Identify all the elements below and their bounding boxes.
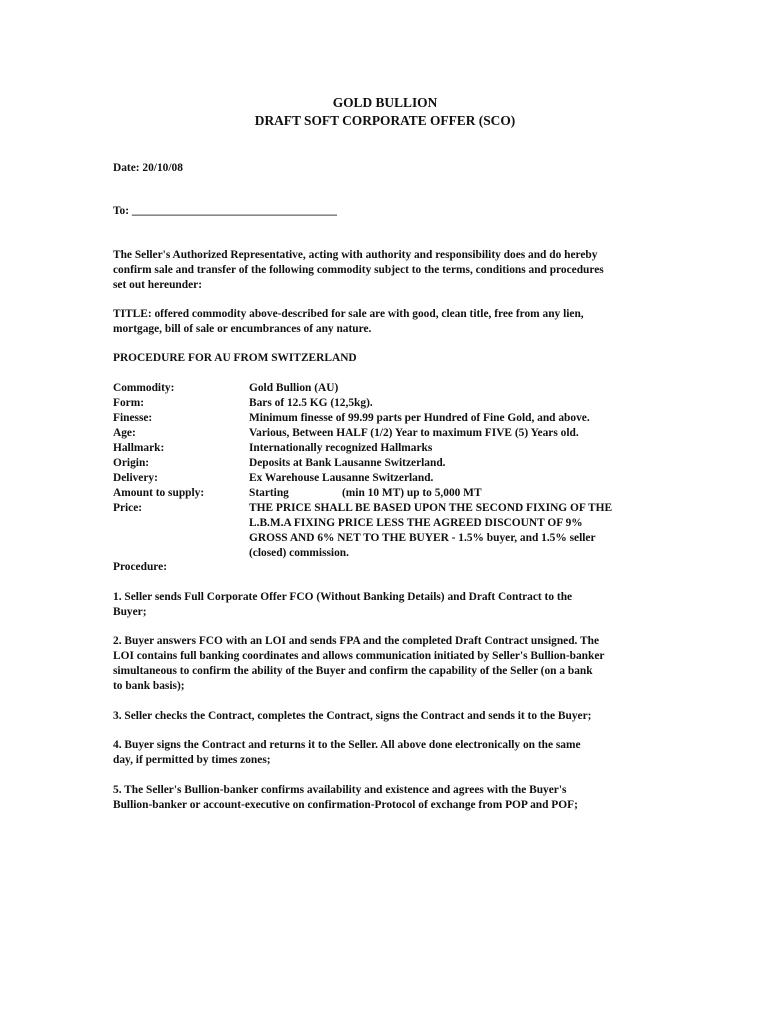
spec-row-price bbox=[113, 501, 658, 561]
spec-row-amount bbox=[113, 486, 658, 501]
spec-value: Internationally recognized Hallmarks bbox=[249, 442, 433, 454]
spec-row bbox=[113, 411, 658, 426]
price-line-1: THE PRICE SHALL BE BASED UPON THE SECOND FIXING OF THE bbox=[249, 502, 613, 514]
step-2-line-3: simultaneous to confirm the ability of the Buyer and confirm the capability of the Seller (on a bank bbox=[113, 665, 593, 677]
spec-row bbox=[113, 441, 658, 456]
spec-value: Various, Between HALF (1/2) Year to maximum FIVE (5) Years old. bbox=[249, 427, 579, 439]
intro-line-3: set out hereunder: bbox=[113, 279, 203, 291]
step-4-line-2: day, if permitted by times zones; bbox=[113, 754, 271, 766]
step-1-line-1: 1. Seller sends Full Corporate Offer FCO (Without Banking Details) and Draft Contract to the bbox=[113, 591, 573, 603]
commodity-specs bbox=[113, 381, 658, 561]
price-value bbox=[249, 501, 658, 561]
title-line-2: DRAFT SOFT CORPORATE OFFER (SCO) bbox=[254, 113, 516, 128]
step-2-line-2: LOI contains full banking coordinates and allows communication initiated by Seller's Bullion-banker bbox=[113, 650, 605, 662]
price-line-2: L.B.M.A FIXING PRICE LESS THE AGREED DISCOUNT OF 9% bbox=[249, 517, 583, 529]
step-4-line-1: 4. Buyer signs the Contract and returns it to the Seller. All above done electronically on the same bbox=[113, 739, 581, 751]
document-title bbox=[0, 94, 770, 130]
date-line: Date: 20/10/08 bbox=[113, 162, 183, 174]
spec-row bbox=[113, 396, 658, 411]
spec-label: Finesse: bbox=[113, 412, 153, 424]
step-2-line-1: 2. Buyer answers FCO with an LOI and sends FPA and the completed Draft Contract unsigned. The bbox=[113, 635, 600, 647]
spec-label: Form: bbox=[113, 397, 144, 409]
step-3-line-1: 3. Seller checks the Contract, completes the Contract, signs the Contract and sends it to the Buyer; bbox=[113, 710, 592, 722]
spec-label: Hallmark: bbox=[113, 442, 165, 454]
spec-value: Deposits at Bank Lausanne Switzerland. bbox=[249, 457, 446, 469]
spec-row bbox=[113, 381, 658, 396]
spec-row bbox=[113, 426, 658, 441]
intro-line-2: confirm sale and transfer of the following commodity subject to the terms, conditions and procedures bbox=[113, 264, 604, 276]
title-line-1: GOLD BULLION bbox=[332, 95, 438, 110]
spec-label: Delivery: bbox=[113, 472, 158, 484]
price-line-4: (closed) commission. bbox=[249, 547, 349, 559]
amount-start: Starting bbox=[249, 487, 289, 499]
step-1-line-2: Buyer; bbox=[113, 606, 147, 618]
step-5-line-2: Bullion-banker or account-executive on confirmation-Protocol of exchange from POP and POF; bbox=[113, 799, 578, 811]
spec-value: Minimum finesse of 99.99 parts per Hundred of Fine Gold, and above. bbox=[249, 412, 590, 424]
spec-value: Bars of 12.5 KG (12,5kg). bbox=[249, 397, 373, 409]
procedure-heading: PROCEDURE FOR AU FROM SWITZERLAND bbox=[113, 352, 357, 364]
spec-value: Gold Bullion (AU) bbox=[249, 382, 339, 394]
step-2-line-4: to bank basis); bbox=[113, 680, 185, 692]
to-line: To: ____________________________________ bbox=[113, 205, 337, 217]
amount-label: Amount to supply: bbox=[113, 487, 205, 499]
spec-label: Origin: bbox=[113, 457, 150, 469]
spec-row bbox=[113, 471, 658, 486]
amount-rest: (min 10 MT) up to 5,000 MT bbox=[342, 487, 482, 499]
spec-row bbox=[113, 456, 658, 471]
spec-value: Ex Warehouse Lausanne Switzerland. bbox=[249, 472, 434, 484]
amount-value bbox=[249, 486, 658, 501]
title-clause-line-1: TITLE: offered commodity above-described for sale are with good, clean title, free from any lien, bbox=[113, 308, 584, 320]
step-5-line-1: 5. The Seller's Bullion-banker confirms availability and existence and agrees with the Buyer's bbox=[113, 784, 567, 796]
spec-label: Commodity: bbox=[113, 382, 175, 394]
spec-label: Age: bbox=[113, 427, 136, 439]
procedure-label: Procedure: bbox=[113, 561, 167, 573]
intro-line-1: The Seller's Authorized Representative, acting with authority and responsibility does and do hereby bbox=[113, 249, 598, 261]
title-clause-line-2: mortgage, bill of sale or encumbrances of any nature. bbox=[113, 323, 372, 335]
price-line-3: GROSS AND 6% NET TO THE BUYER - 1.5% buyer, and 1.5% seller bbox=[249, 532, 596, 544]
price-label: Price: bbox=[113, 502, 143, 514]
